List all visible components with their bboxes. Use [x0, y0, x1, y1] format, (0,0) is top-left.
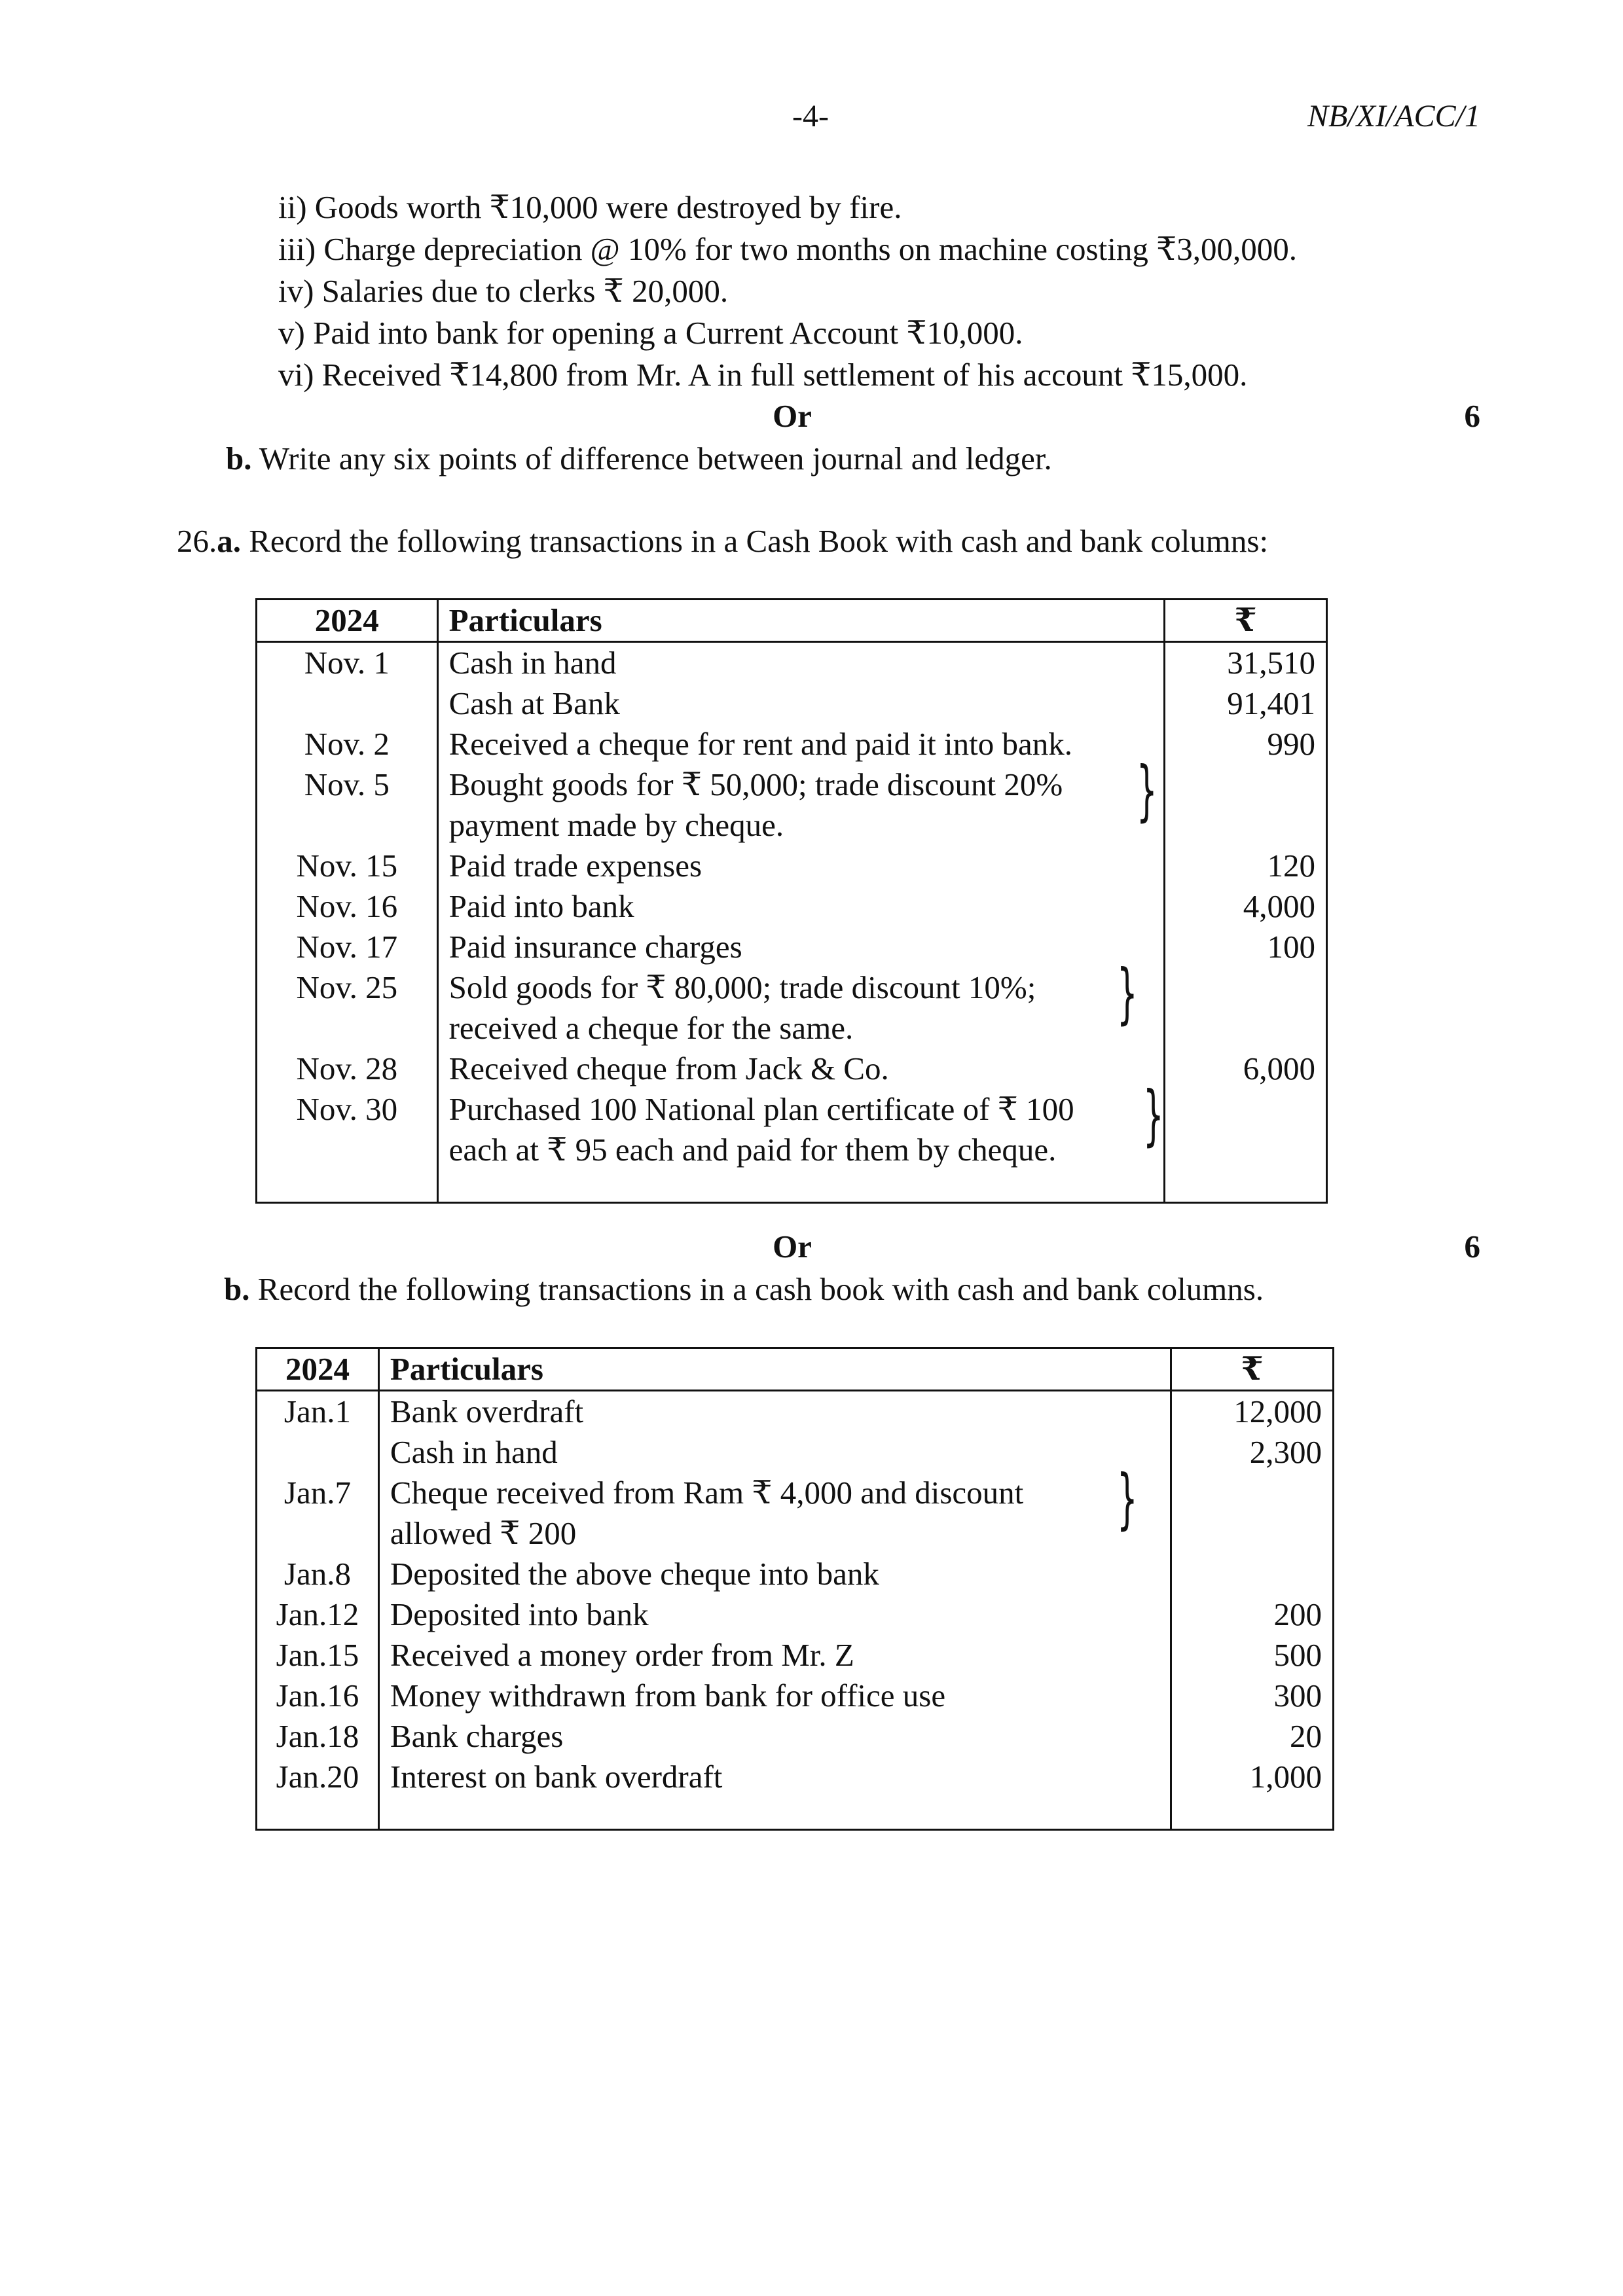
- table-row: [257, 1473, 1334, 1554]
- table-a-header-particulars: Particulars: [437, 600, 1165, 642]
- row-amount: [1165, 764, 1327, 846]
- table-row: [257, 1594, 1334, 1635]
- row-amount: 91,401: [1165, 683, 1327, 724]
- row-date: Jan.1: [257, 1391, 379, 1433]
- q26-number: 26.: [177, 523, 217, 559]
- q26-a: [177, 522, 1268, 561]
- table-a-header-amount: ₹: [1165, 600, 1327, 642]
- row-particulars-line-2: payment made by cheque.: [448, 807, 784, 843]
- row-date: Nov. 17: [257, 927, 438, 967]
- page-number: -4-: [792, 99, 829, 134]
- table-padding-row: [257, 1170, 1327, 1203]
- row-amount: 200: [1171, 1594, 1334, 1635]
- row-date: Nov. 16: [257, 886, 438, 927]
- row-particulars: Cash in hand: [437, 642, 1165, 684]
- row-amount: 31,510: [1165, 642, 1327, 684]
- row-particulars: Received cheque from Jack & Co.: [437, 1049, 1165, 1089]
- row-amount: 100: [1165, 927, 1327, 967]
- row-amount: 300: [1171, 1676, 1334, 1716]
- row-date: [257, 1432, 379, 1473]
- row-particulars: Deposited the above cheque into bank: [378, 1554, 1171, 1594]
- row-particulars: Money withdrawn from bank for office use: [378, 1676, 1171, 1716]
- row-date: Jan.20: [257, 1757, 379, 1797]
- row-particulars: [378, 1460, 1171, 1554]
- row-particulars-line-1: Bought goods for ₹ 50,000; trade discount 20%: [448, 766, 1063, 802]
- q26-b-text: Record the following transactions in a cash book with cash and bank columns.: [249, 1271, 1264, 1307]
- q26-marks: 6: [1464, 1229, 1480, 1265]
- row-particulars: Cash at Bank: [437, 683, 1165, 724]
- row-date: Jan.7: [257, 1473, 379, 1554]
- table-row: [257, 683, 1327, 724]
- table-b-header-year: 2024: [257, 1348, 379, 1391]
- table-a-header-year: 2024: [257, 600, 438, 642]
- q25-or: Or: [773, 398, 812, 434]
- row-particulars: Bank overdraft: [378, 1391, 1171, 1433]
- table-row: [257, 1049, 1327, 1089]
- row-date: Jan.12: [257, 1594, 379, 1635]
- row-date: Jan.15: [257, 1635, 379, 1676]
- row-amount: 1,000: [1171, 1757, 1334, 1797]
- row-amount: 500: [1171, 1635, 1334, 1676]
- table-row: [257, 967, 1327, 1049]
- table-row: [257, 1089, 1327, 1170]
- row-date: Nov. 28: [257, 1049, 438, 1089]
- row-particulars-line-1: Purchased 100 National plan certificate of ₹ 100: [448, 1091, 1074, 1127]
- q25-b-text: Write any six points of difference between journal and ledger.: [251, 440, 1052, 476]
- q26-b: [224, 1270, 1264, 1309]
- table-padding-row: [257, 1797, 1334, 1830]
- q25-b: [226, 439, 1052, 478]
- brace-icon: }: [1116, 1460, 1138, 1537]
- table-row: [257, 1432, 1334, 1473]
- q26-a-text: Record the following transactions in a Cash Book with cash and bank columns:: [241, 523, 1269, 559]
- row-date: Nov. 1: [257, 642, 438, 684]
- brace-icon: }: [1142, 1077, 1164, 1153]
- q25-item-v: v) Paid into bank for opening a Current Account ₹10,000.: [278, 315, 1023, 351]
- q25-item-vi: vi) Received ₹14,800 from Mr. A in full settlement of his account ₹15,000.: [278, 357, 1248, 393]
- cash-book-table-a: [255, 598, 1328, 1204]
- row-date: Jan.16: [257, 1676, 379, 1716]
- q25-item-ii: ii) Goods worth ₹10,000 were destroyed by fire.: [278, 189, 902, 225]
- q26-or: Or: [773, 1229, 812, 1265]
- row-particulars: Paid insurance charges: [437, 927, 1165, 967]
- table-row: [257, 642, 1327, 684]
- row-amount: 120: [1165, 846, 1327, 886]
- row-particulars: Interest on bank overdraft: [378, 1757, 1171, 1797]
- brace-icon: }: [1116, 955, 1138, 1031]
- table-row: [257, 1635, 1334, 1676]
- table-row: [257, 886, 1327, 927]
- row-particulars: [437, 1077, 1165, 1170]
- row-amount: 20: [1171, 1716, 1334, 1757]
- row-amount: 990: [1165, 724, 1327, 764]
- row-amount: [1165, 967, 1327, 1049]
- paper-code: NB/XI/ACC/1: [1307, 99, 1480, 134]
- cash-book-table-b: [255, 1347, 1334, 1831]
- row-particulars: Paid into bank: [437, 886, 1165, 927]
- row-particulars: Received a cheque for rent and paid it into bank.: [437, 724, 1165, 764]
- table-row: [257, 846, 1327, 886]
- row-particulars-line-2: received a cheque for the same.: [448, 1010, 854, 1046]
- row-particulars: [437, 752, 1165, 846]
- row-amount: [1171, 1554, 1334, 1594]
- table-row: [257, 1676, 1334, 1716]
- row-amount: 4,000: [1165, 886, 1327, 927]
- row-particulars-line-1: Cheque received from Ram ₹ 4,000 and discount: [390, 1475, 1024, 1511]
- table-b-header-particulars: Particulars: [378, 1348, 1171, 1391]
- table-row: [257, 1391, 1334, 1433]
- row-date: Nov. 25: [257, 967, 438, 1049]
- row-amount: 2,300: [1171, 1432, 1334, 1473]
- q26-a-label: a.: [217, 523, 241, 559]
- row-particulars: Deposited into bank: [378, 1594, 1171, 1635]
- table-row: [257, 927, 1327, 967]
- row-date: Jan.8: [257, 1554, 379, 1594]
- table-row: [257, 724, 1327, 764]
- row-particulars-line-2: each at ₹ 95 each and paid for them by cheque.: [448, 1132, 1057, 1168]
- row-amount: [1165, 1089, 1327, 1170]
- row-date: Jan.18: [257, 1716, 379, 1757]
- table-row: [257, 1757, 1334, 1797]
- q25-item-iv: iv) Salaries due to clerks ₹ 20,000.: [278, 273, 729, 309]
- row-particulars: Received a money order from Mr. Z: [378, 1635, 1171, 1676]
- row-particulars: Cash in hand: [378, 1432, 1171, 1473]
- table-row: [257, 1554, 1334, 1594]
- row-particulars-line-2: allowed ₹ 200: [390, 1515, 577, 1551]
- q25-b-label: b.: [226, 440, 252, 476]
- row-amount: 6,000: [1165, 1049, 1327, 1089]
- table-row: [257, 1716, 1334, 1757]
- row-amount: [1171, 1473, 1334, 1554]
- row-date: Nov. 30: [257, 1089, 438, 1170]
- q25-marks: 6: [1464, 398, 1480, 434]
- row-particulars: Bank charges: [378, 1716, 1171, 1757]
- table-row: [257, 764, 1327, 846]
- row-particulars-line-1: Sold goods for ₹ 80,000; trade discount 10%;: [448, 969, 1036, 1005]
- table-b-header-amount: ₹: [1171, 1348, 1334, 1391]
- row-date: [257, 683, 438, 724]
- row-date: Nov. 15: [257, 846, 438, 886]
- q26-b-label: b.: [224, 1271, 250, 1307]
- q25-item-iii: iii) Charge depreciation @ 10% for two months on machine costing ₹3,00,000.: [278, 231, 1297, 267]
- row-date: Nov. 5: [257, 764, 438, 846]
- row-particulars: Paid trade expenses: [437, 846, 1165, 886]
- row-amount: 12,000: [1171, 1391, 1334, 1433]
- row-date: Nov. 2: [257, 724, 438, 764]
- brace-icon: }: [1136, 752, 1158, 829]
- row-particulars: [437, 955, 1165, 1049]
